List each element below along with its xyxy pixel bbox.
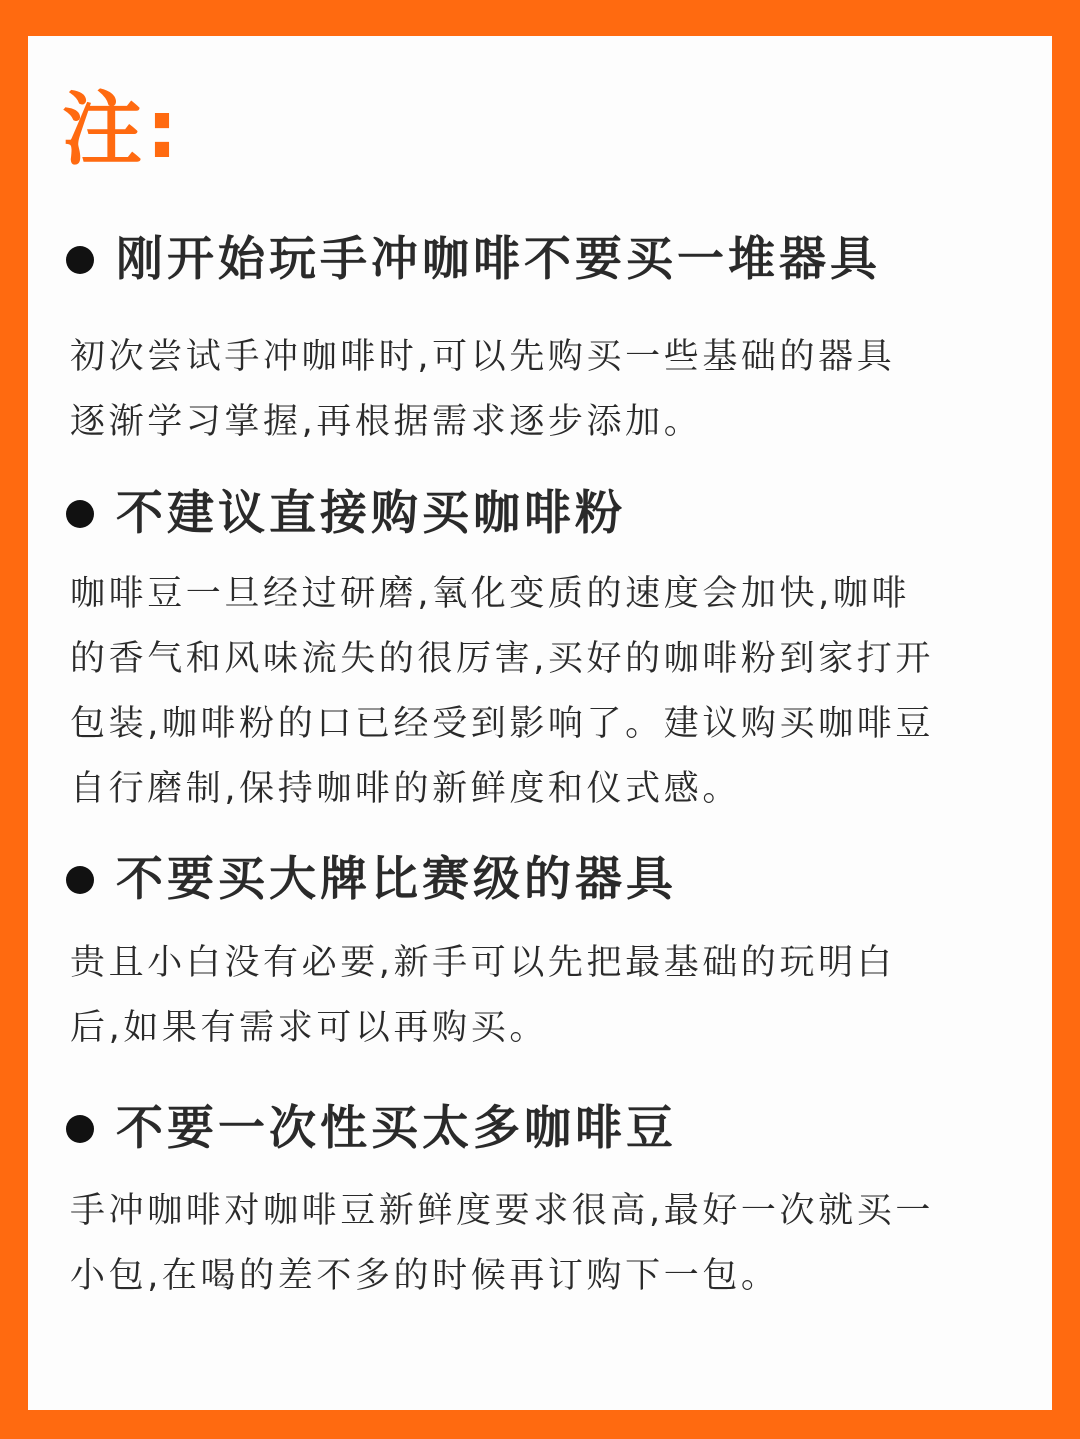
body-line: 自行磨制,保持咖啡的新鲜度和仪式感。 [70,769,741,809]
section-heading-4 [66,1099,677,1159]
section-heading-text: 刚开始玩手冲咖啡不要买一堆器具 [116,232,881,287]
bullet-icon [66,500,94,528]
body-line: 包装,咖啡粉的口已经受到影响了。建议购买咖啡豆 [70,704,934,744]
body-line: 小包,在喝的差不多的时候再订购下一包。 [70,1256,780,1296]
section-heading-text: 不要一次性买太多咖啡豆 [116,1101,677,1156]
section-heading-text: 不建议直接购买咖啡粉 [116,486,626,541]
body-line: 逐渐学习掌握,再根据需求逐步添加。 [70,402,703,442]
body-line: 咖啡豆一旦经过研磨,氧化变质的速度会加快,咖啡 [70,574,911,614]
body-line: 的香气和风味流失的很厉害,买好的咖啡粉到家打开 [70,639,934,679]
section-heading-text: 不要买大牌比赛级的器具 [116,852,677,907]
page-title: 注: [62,83,182,176]
body-line: 后,如果有需求可以再购买。 [70,1008,548,1048]
body-line: 贵且小白没有必要,新手可以先把最基础的玩明白 [70,943,896,983]
section-heading-1 [66,230,881,290]
body-line: 手冲咖啡对咖啡豆新鲜度要求很高,最好一次就买一 [70,1191,934,1231]
bullet-icon [66,1115,94,1143]
section-heading-3 [66,850,677,910]
section-body-1 [70,325,895,455]
section-body-3 [70,931,895,1061]
bullet-icon [66,866,94,894]
bullet-icon [66,246,94,274]
section-body-4 [70,1179,934,1309]
body-line: 初次尝试手冲咖啡时,可以先购买一些基础的器具 [70,337,896,377]
section-heading-2 [66,484,626,544]
section-body-2 [70,562,934,822]
